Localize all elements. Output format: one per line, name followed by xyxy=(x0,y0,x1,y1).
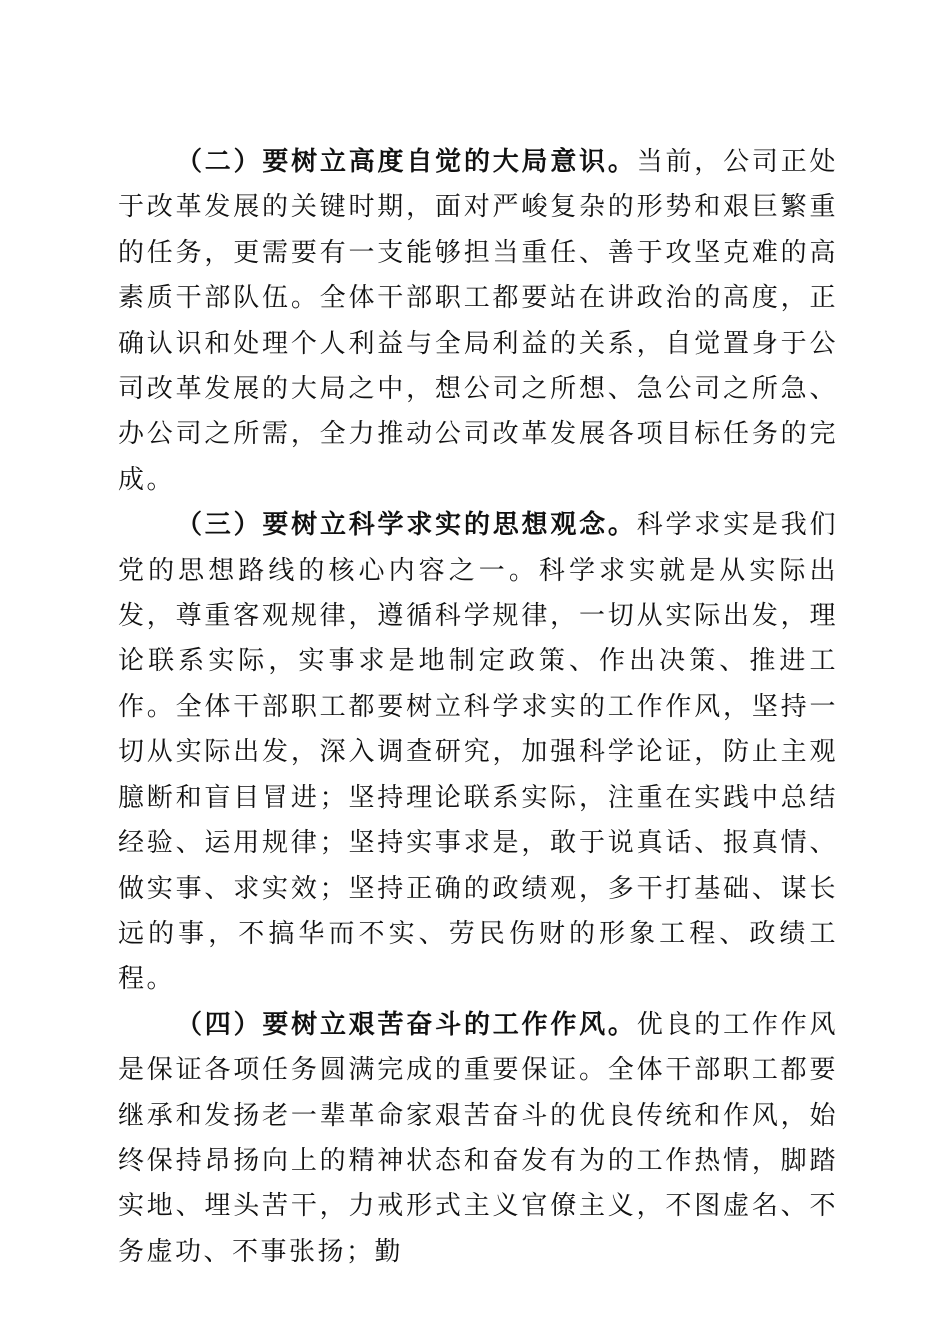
paragraph-2 xyxy=(118,140,838,503)
document-body xyxy=(118,140,838,1275)
paragraph-text: 优良的工作作风是保证各项任务圆满完成的重要保证。全体干部职工都要继承和发扬老一辈革命家艰苦奋斗的优良传统和作风，始终保持昂扬向上的精神状态和奋发有为的工作热情，脚踏实地、埋头苦干，力戒形式主义官僚主义，不图虚名、不务虚功、不事张扬；勤 xyxy=(118,1009,838,1267)
paragraph-heading: （三）要树立科学求实的思想观念。 xyxy=(176,510,637,541)
paragraph-text: 科学求实是我们党的思想路线的核心内容之一。科学求实就是从实际出发，尊重客观规律，遵循科学规律，一切从实际出发，理论联系实际，实事求是地制定政策、作出决策、推进工作。全体干部职工都要树立科学求实的工作作风，坚持一切从实际出发，深入调查研究，加强科学论证，防止主观臆断和盲目冒进；坚持理论联系实际，注重在实践中总结经验、运用规律；坚持实事求是，敢于说真话、报真情、做实事、求实效；坚持正确的政绩观，多干打基础、谋长远的事，不搞华而不实、劳民伤财的形象工程、政绩工程。 xyxy=(118,510,838,995)
paragraph-heading: （二）要树立高度自觉的大局意识。 xyxy=(176,147,637,177)
paragraph-text: 当前，公司正处于改革发展的关键时期，面对严峻复杂的形势和艰巨繁重的任务，更需要有一支能够担当重任、善于攻坚克难的高素质干部队伍。全体干部职工都要站在讲政治的高度，正确认识和处理个人利益与全局利益的关系，自觉置身于公司改革发展的大局之中，想公司之所想、急公司之所急、办公司之所需，全力推动公司改革发展各项目标任务的完成。 xyxy=(118,147,838,495)
paragraph-4 xyxy=(118,1003,838,1275)
paragraph-3 xyxy=(118,503,838,1002)
paragraph-heading: （四）要树立艰苦奋斗的工作作风。 xyxy=(176,1009,637,1040)
